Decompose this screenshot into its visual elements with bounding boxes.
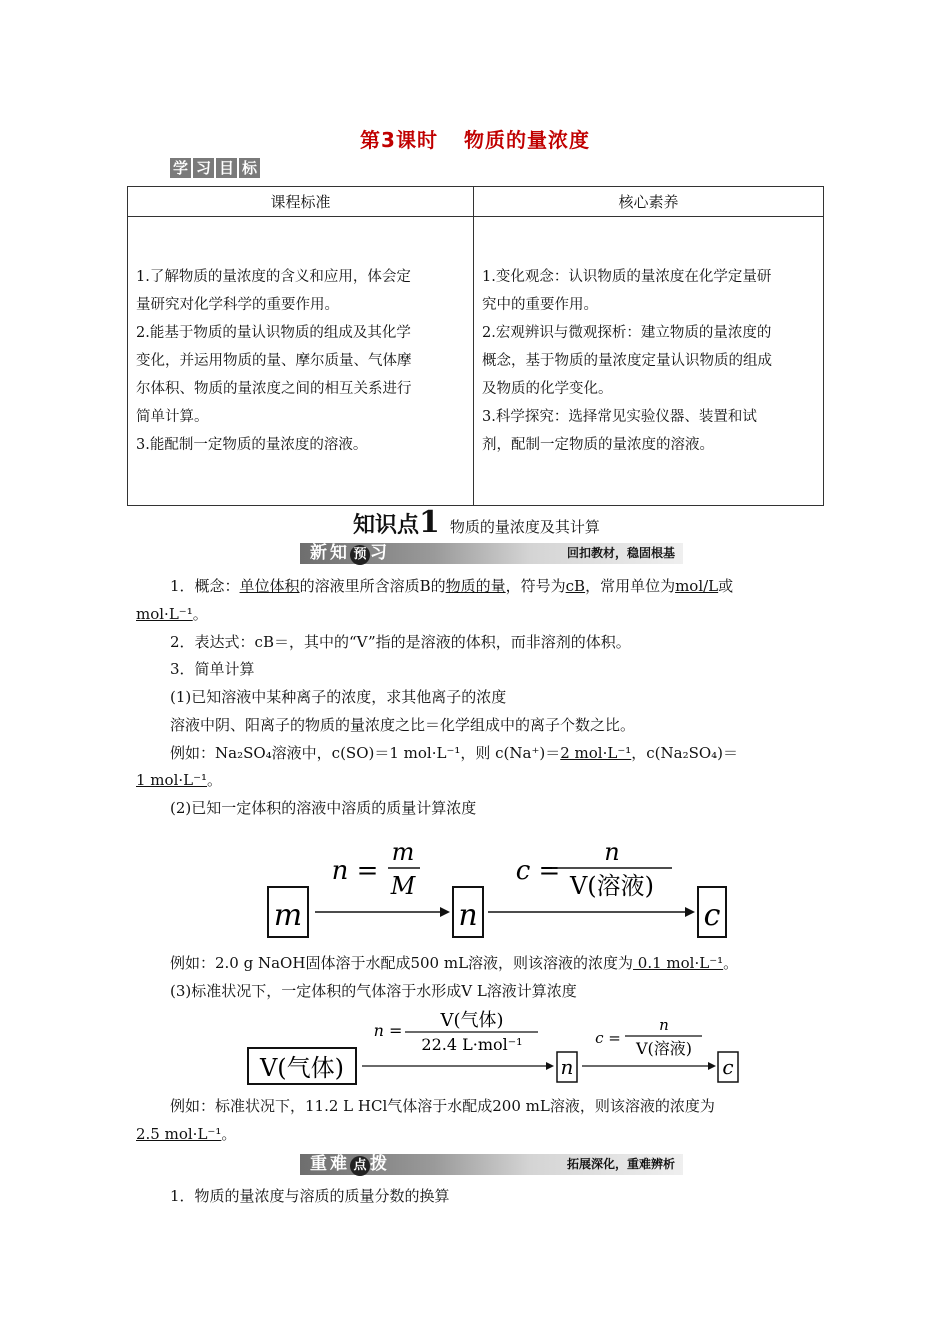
banner-circle-char: 点: [350, 1156, 370, 1176]
knowledge-point-label: 知识点: [353, 513, 420, 538]
fraction-numerator: n: [604, 838, 620, 866]
ion-ratio-rule: 溶液中阴、阳离子的物质的量浓度之比＝化学组成中的离子个数之比。: [170, 716, 636, 734]
example-3: 例如：标准状况下，11.2 L HCl气体溶于水配成200 mL溶液，则该溶液的浓度为: [170, 1097, 715, 1115]
header-course-standard: 课程标准: [128, 187, 474, 217]
knowledge-point-number: 1: [419, 505, 440, 540]
banner-circle-char: 预: [350, 545, 370, 565]
core-literacy-cell: [474, 217, 824, 506]
c-equals: c =: [595, 1029, 621, 1047]
example-1-cont: 1 mol·L⁻¹。: [136, 771, 223, 789]
lesson-topic: 物质的量浓度: [463, 128, 590, 152]
concentration-box-label: c: [703, 898, 721, 933]
conversion-heading: 1．物质的量浓度与溶质的质量分数的换算: [170, 1187, 450, 1205]
fraction-denominator: V(溶液): [635, 1039, 693, 1058]
concept-line: 1．概念：单位体积的溶液里所含溶质B的物质的量，符号为cB，常用单位为mol/L或: [170, 577, 734, 595]
literacy-line: 剂，配制一定物质的量浓度的溶液。: [482, 437, 714, 453]
objective-line: 简单计算。: [136, 409, 209, 425]
literacy-line: 概念，基于物质的量浓度定量认识物质的组成: [482, 353, 772, 369]
objective-line: 2.能基于物质的量认识物质的组成及其化学: [136, 325, 411, 341]
objective-line: 尔体积、物质的量浓度之间的相互关系进行: [136, 381, 412, 397]
fraction-denominator: V(溶液): [569, 872, 655, 900]
literacy-line: 究中的重要作用。: [482, 297, 598, 313]
badge-char: 习: [193, 158, 214, 178]
gas-volume-diagram: [240, 1008, 750, 1090]
calc-case-3: (3)标准状况下，一定体积的气体溶于水形成V L溶液计算浓度: [170, 982, 577, 1000]
mass-to-concentration-diagram: [260, 832, 740, 950]
objective-line: 变化，并运用物质的量、摩尔质量、气体摩: [136, 353, 412, 369]
calc-heading: 3．简单计算: [170, 660, 255, 678]
literacy-line: 1.变化观念：认识物质的量浓度在化学定量研: [482, 269, 772, 285]
objective-line: 3.能配制一定物质的量浓度的溶液。: [136, 437, 368, 453]
header-core-literacy: 核心素养: [474, 187, 824, 217]
badge-char: 学: [170, 158, 191, 178]
fraction-denominator: M: [390, 872, 416, 900]
literacy-line: 及物质的化学变化。: [482, 381, 613, 397]
knowledge-point-subtitle: 物质的量浓度及其计算: [449, 518, 600, 536]
fraction-numerator: n: [659, 1016, 669, 1034]
fraction-numerator: V(气体): [440, 1010, 504, 1031]
banner-slogan: 回扣教材，稳固根基: [566, 546, 675, 560]
page-title: [0, 124, 950, 153]
banner-char: 拨: [370, 1154, 390, 1174]
fraction-denominator: 22.4 L·mol⁻¹: [421, 1035, 523, 1054]
example-3-cont: 2.5 mol·L⁻¹。: [136, 1125, 237, 1143]
n-equals: n =: [373, 1021, 403, 1040]
badge-char: 目: [216, 158, 237, 178]
mass-box-label: m: [273, 898, 303, 933]
learning-goals-badge: [170, 158, 260, 178]
concentration-box-label: c: [722, 1055, 734, 1079]
badge-char: 标: [239, 158, 260, 178]
banner-char: 新: [310, 543, 330, 563]
banner-char: 习: [370, 543, 390, 563]
objective-line: 量研究对化学科学的重要作用。: [136, 297, 339, 313]
banner-char: 难: [330, 1154, 350, 1174]
example-1: 例如：Na₂SO₄溶液中，c(SO)＝1 mol·L⁻¹，则 c(Na⁺)＝2 mol·L⁻¹，c(Na₂SO₄)＝: [170, 744, 739, 762]
c-equals: c =: [515, 856, 561, 886]
calc-case-1: (1)已知溶液中某种离子的浓度，求其他离子的浓度: [170, 688, 507, 706]
literacy-line: 2.宏观辨识与微观探析：建立物质的量浓度的: [482, 325, 772, 341]
objectives-table: [127, 186, 824, 506]
knowledge-point-heading: [353, 505, 600, 540]
n-equals: n =: [331, 856, 379, 886]
lesson-number: 第3课时: [360, 128, 438, 152]
moles-box-label: n: [560, 1055, 574, 1079]
banner-char: 知: [330, 543, 350, 563]
fraction-numerator: m: [391, 838, 415, 866]
key-points-banner: [300, 1154, 683, 1175]
expression-line: 2．表达式：cB＝，其中的“V”指的是溶液的体积，而非溶剂的体积。: [170, 633, 631, 651]
preview-banner: [300, 543, 683, 564]
concept-line-2: mol·L⁻¹。: [136, 605, 208, 623]
moles-box-label: n: [458, 898, 478, 933]
calc-case-2: (2)已知一定体积的溶液中溶质的质量计算浓度: [170, 799, 477, 817]
banner-slogan: 拓展深化，重难辨析: [566, 1157, 675, 1171]
example-2: 例如：2.0 g NaOH固体溶于水配成500 mL溶液，则该溶液的浓度为 0.1 mol·L⁻¹。: [170, 954, 739, 972]
objective-line: 1.了解物质的量浓度的含义和应用，体会定: [136, 269, 411, 285]
gas-volume-box-label: V(气体): [259, 1054, 345, 1082]
literacy-line: 3.科学探究：选择常见实验仪器、装置和试: [482, 409, 757, 425]
banner-char: 重: [310, 1154, 330, 1174]
course-standard-cell: [128, 217, 474, 506]
